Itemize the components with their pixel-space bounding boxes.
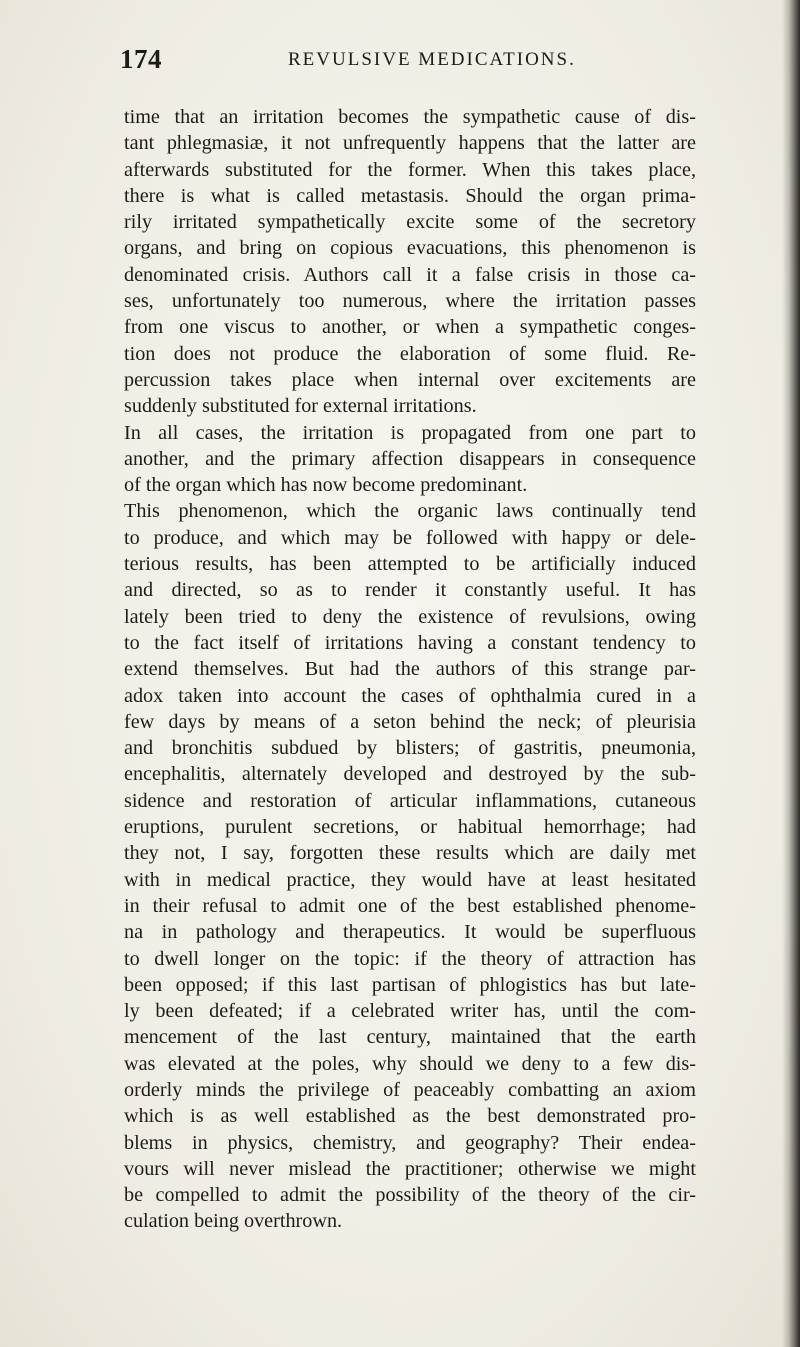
text-line: denominated crisis. Authors call it a false crisis in those ca-	[124, 263, 696, 286]
running-head: REVULSIVE MEDICATIONS.	[288, 49, 576, 70]
text-line: time that an irritation becomes the sympathetic cause of dis-	[124, 106, 696, 128]
text-line: to the fact itself of irritations having a constant tendency to	[124, 631, 696, 654]
text-line: which is as well established as the best demonstrated pro-	[124, 1105, 696, 1128]
text-line: and bronchitis subdued by blisters; of gastritis, pneumonia,	[124, 737, 696, 760]
text-line: ses, unfortunately too numerous, where the irritation passes	[124, 290, 696, 313]
text-line: This phenomenon, which the organic laws continually tend	[124, 500, 696, 523]
text-line: orderly minds the privilege of peaceably combatting an axiom	[124, 1078, 696, 1101]
text-line: percussion takes place when internal over excitements are	[124, 368, 696, 391]
text-line: culation being overthrown.	[124, 1210, 343, 1233]
text-line: sidence and restoration of articular inflammations, cutaneous	[124, 789, 696, 812]
text-line: organs, and bring on copious evacuations, this phenomenon is	[124, 237, 696, 260]
text-line: of the organ which has now become predominant.	[124, 474, 528, 497]
text-line: blems in physics, chemistry, and geography? Their endea-	[124, 1131, 696, 1154]
text-line: with in medical practice, they would have at least hesitated	[124, 868, 696, 891]
text-line: extend themselves. But had the authors of this strange par-	[124, 658, 696, 681]
text-line: there is what is called metastasis. Should the organ prima-	[124, 184, 696, 207]
text-line: to produce, and which may be followed with happy or dele-	[124, 526, 696, 549]
page-edge-shadow	[782, 0, 800, 1347]
page-header	[120, 44, 700, 74]
text-line: vours will never mislead the practitioner; otherwise we might	[124, 1157, 696, 1180]
text-line: another, and the primary affection disappears in consequence	[124, 447, 696, 470]
text-line: afterwards substituted for the former. When this takes place,	[124, 158, 696, 181]
body-text	[124, 104, 696, 1235]
text-line: lately been tried to deny the existence of revulsions, owing	[124, 605, 696, 628]
text-line: in their refusal to admit one of the best established phenome-	[124, 894, 696, 917]
page-number: 174	[120, 44, 162, 74]
text-line: adox taken into account the cases of ophthalmia cured in a	[124, 684, 696, 707]
text-line: from one viscus to another, or when a sympathetic conges-	[124, 316, 696, 339]
text-line: mencement of the last century, maintained that the earth	[124, 1026, 696, 1049]
text-line: be compelled to admit the possibility of the theory of the cir-	[124, 1184, 696, 1207]
text-line: terious results, has been attempted to be artificially induced	[124, 553, 696, 576]
text-line: na in pathology and therapeutics. It would be superfluous	[124, 921, 696, 944]
text-line: was elevated at the poles, why should we deny to a few dis-	[124, 1052, 696, 1075]
text-line: ly been defeated; if a celebrated writer has, until the com-	[124, 1000, 696, 1023]
text-line: eruptions, purulent secretions, or habitual hemorrhage; had	[124, 816, 696, 839]
text-line: rily irritated sympathetically excite some of the secretory	[124, 211, 696, 234]
text-line: they not, I say, forgotten these results which are daily met	[124, 842, 696, 865]
text-line: been opposed; if this last partisan of phlogistics has but late-	[124, 973, 696, 996]
text-line: In all cases, the irritation is propagated from one part to	[124, 421, 696, 444]
text-line: tion does not produce the elaboration of some fluid. Re-	[124, 342, 696, 365]
text-line: to dwell longer on the topic: if the theory of attraction has	[124, 947, 696, 970]
text-line: tant phlegmasiæ, it not unfrequently happens that the latter are	[124, 132, 696, 155]
text-line: suddenly substituted for external irritations.	[124, 395, 477, 418]
text-line: few days by means of a seton behind the neck; of pleurisia	[124, 710, 696, 733]
text-line: encephalitis, alternately developed and destroyed by the sub-	[124, 763, 696, 786]
text-line: and directed, so as to render it constantly useful. It has	[124, 579, 696, 602]
